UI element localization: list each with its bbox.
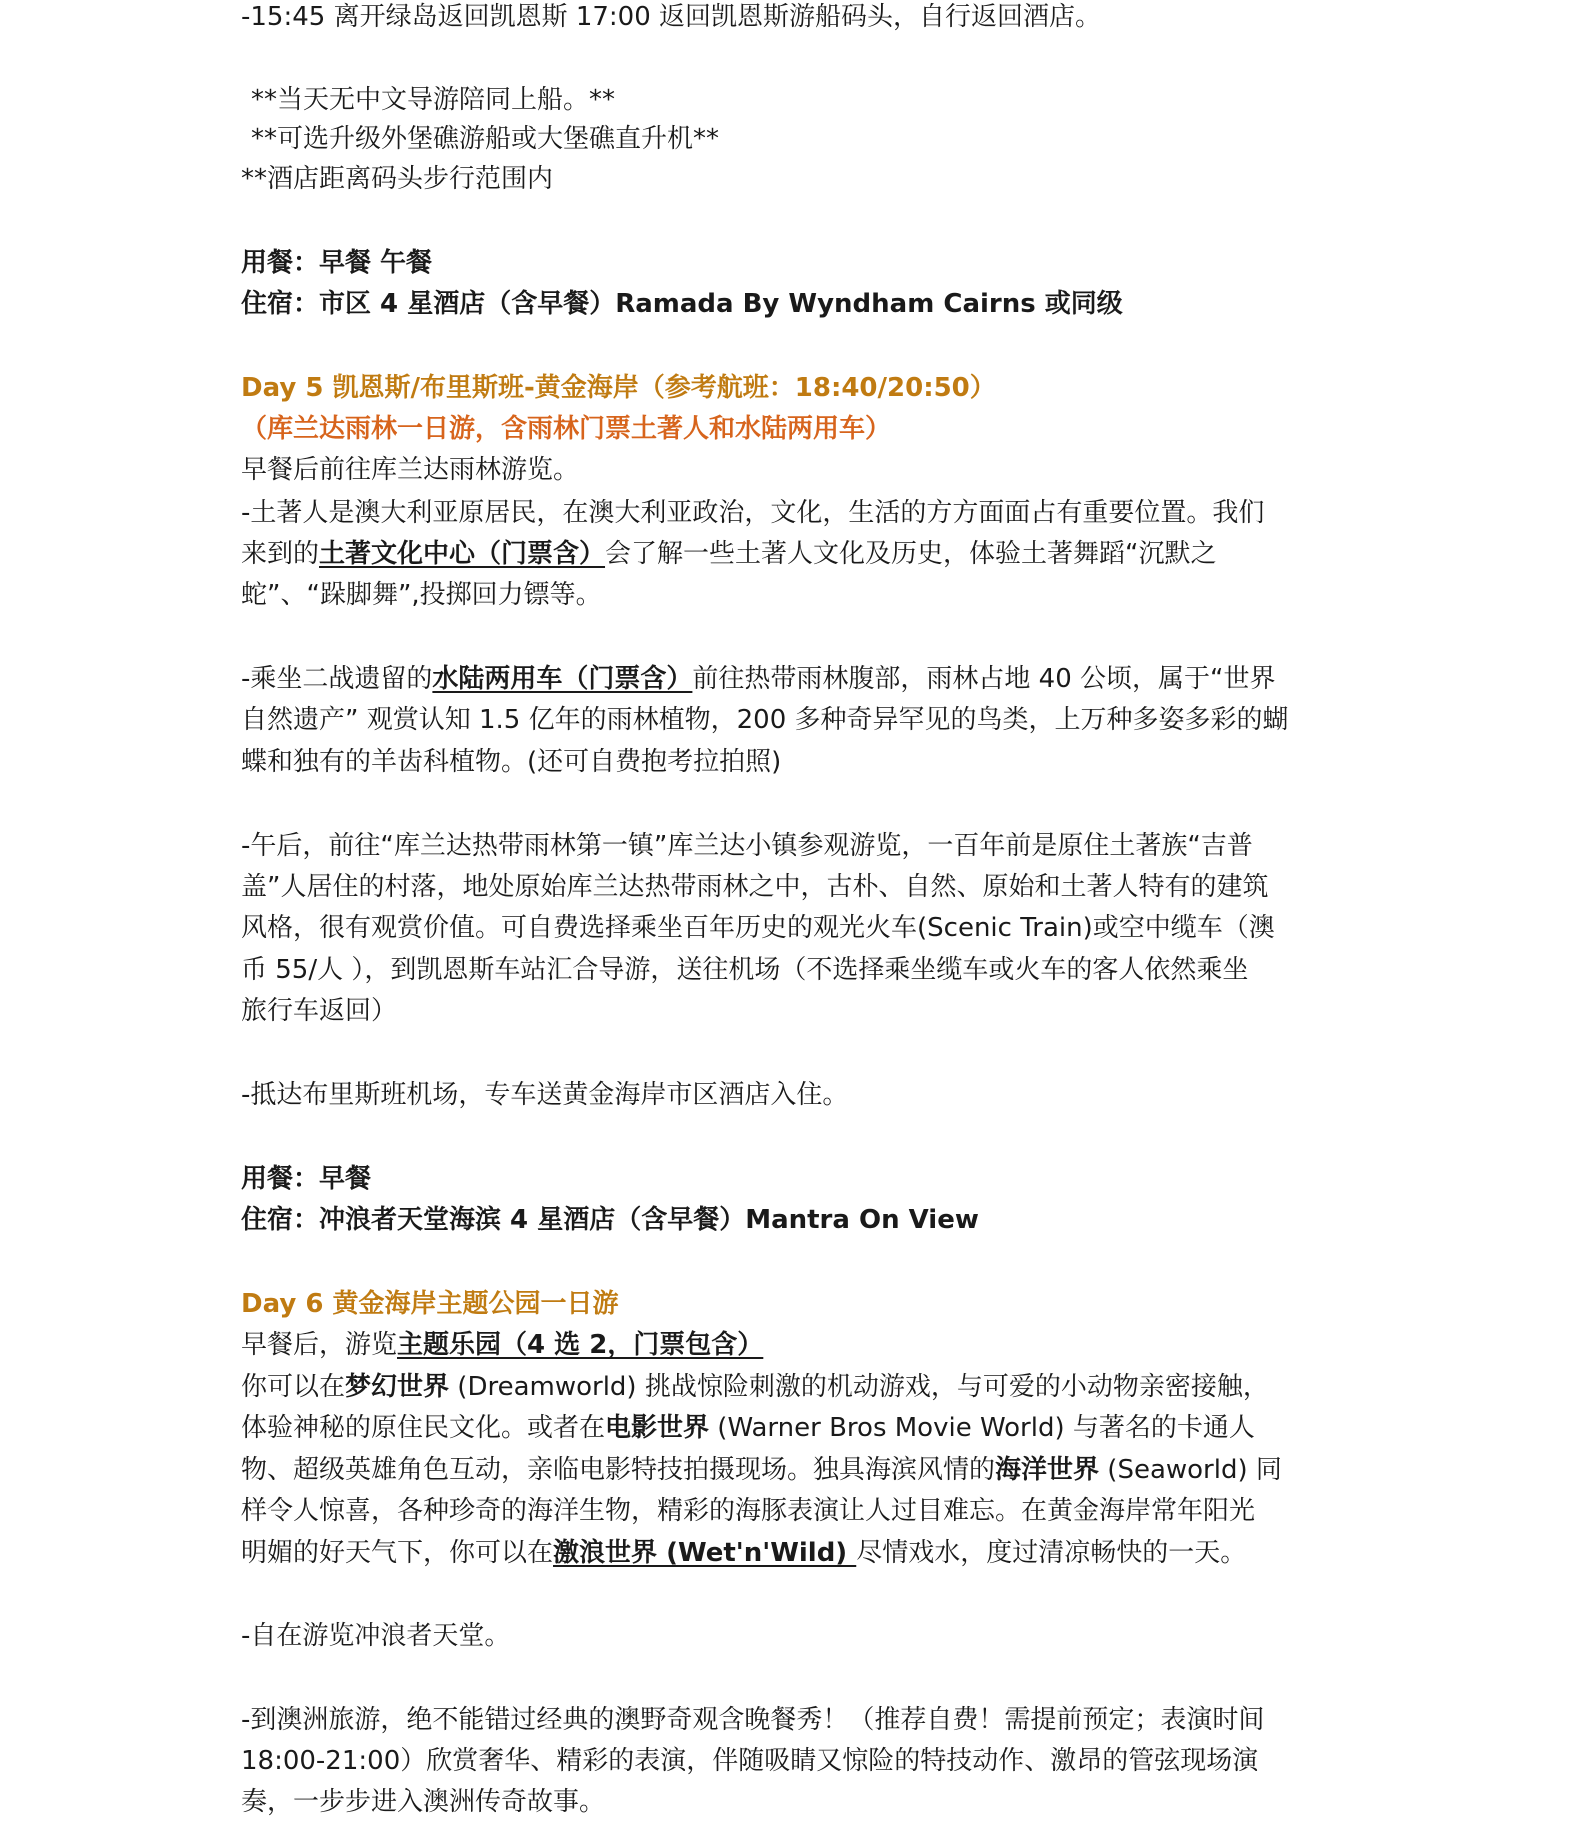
text-span: (Dreamworld) 挑战惊险刺激的机动游戏，与可爱的小动物亲密接触， xyxy=(449,1372,1269,1402)
theme-parks-link: 主题乐园（4 选 2，门票包含） xyxy=(397,1330,764,1360)
text-span: 前往热带雨林腹部，雨林占地 40 公顷，属于“世界 xyxy=(692,664,1276,694)
day5-paragraph: 币 55/人 ），到凯恩斯车站汇合导游，送往机场（不选择乘坐缆车或火车的客人依然乘坐 xyxy=(241,955,1249,985)
day5-paragraph: -午后，前往“库兰达热带雨林第一镇”库兰达小镇参观游览，一百年前是原住土著族“吉普 xyxy=(241,831,1253,861)
day5-paragraph: 盖”人居住的村落，地处原始库兰达热带雨林之中，古朴、自然、原始和土著人特有的建筑 xyxy=(241,872,1269,902)
day6-paragraph: 奏，一步步进入澳洲传奇故事。 xyxy=(241,1787,606,1817)
day5-paragraph: 自然遗产” 观赏认知 1.5 亿年的雨林植物，200 多种奇异罕见的鸟类，上万种多姿多彩的蝴 xyxy=(241,705,1289,735)
text-span: 会了解一些土著人文化及历史，体验土著舞蹈“沉默之 xyxy=(605,539,1217,569)
day6-paragraph xyxy=(241,1324,763,1366)
day6-paragraph: 样令人惊喜，各种珍奇的海洋生物，精彩的海豚表演让人过目难忘。在黄金海岸常年阳光 xyxy=(241,1496,1256,1526)
day4-note: **当天无中文导游陪同上船。** xyxy=(251,85,616,115)
day5-subtitle: （库兰达雨林一日游，含雨林门票土著人和水陆两用车） xyxy=(241,414,892,444)
day4-note: **酒店距离码头步行范围内 xyxy=(241,164,554,194)
text-span: 体验神秘的原住民文化。或者在 xyxy=(241,1413,606,1443)
text-span: 物、超级英雄角色互动，亲临电影特技拍摄现场。独具海滨风情的 xyxy=(241,1455,996,1485)
day4-note: **可选升级外堡礁游船或大堡礁直升机** xyxy=(251,124,720,154)
text-span: 你可以在 xyxy=(241,1372,346,1402)
day6-paragraph xyxy=(241,1366,1269,1408)
amphibious-vehicle-link: 水陆两用车（门票含） xyxy=(432,664,693,694)
day6-paragraph xyxy=(241,1449,1282,1491)
text-span: 明媚的好天气下，你可以在 xyxy=(241,1538,554,1568)
dreamworld-name: 梦幻世界 xyxy=(345,1372,450,1402)
text-span: (Warner Bros Movie World) 与著名的卡通人 xyxy=(709,1413,1255,1443)
aboriginal-culture-center-link: 土著文化中心（门票含） xyxy=(319,539,606,569)
day6-paragraph: -到澳洲旅游，绝不能错过经典的澳野奇观含晚餐秀！（推荐自费！需提前预定；表演时间 xyxy=(241,1705,1265,1735)
day5-paragraph: -抵达布里斯班机场，专车送黄金海岸市区酒店入住。 xyxy=(241,1080,849,1110)
text-span: 早餐后，游览 xyxy=(241,1330,398,1360)
day5-paragraph: 旅行车返回） xyxy=(241,996,398,1026)
text-span: 来到的 xyxy=(241,539,320,569)
day5-paragraph: 风格，很有观赏价值。可自费选择乘坐百年历史的观光火车(Scenic Train)或空中缆车（澳 xyxy=(241,913,1275,943)
seaworld-name: 海洋世界 xyxy=(995,1455,1100,1485)
text-span: (Seaworld) 同 xyxy=(1099,1455,1282,1485)
day4-schedule-line: -15:45 离开绿岛返回凯恩斯 17:00 返回凯恩斯游船码头，自行返回酒店。 xyxy=(241,2,1102,32)
day4-meals: 用餐：早餐 午餐 xyxy=(241,248,433,278)
movie-world-name: 电影世界 xyxy=(605,1413,710,1443)
day5-hotel: 住宿：冲浪者天堂海滨 4 星酒店（含早餐）Mantra On View xyxy=(241,1205,979,1235)
wet-n-wild-link: 激浪世界 (Wet'n'Wild) xyxy=(553,1538,857,1568)
day5-paragraph xyxy=(241,658,1276,700)
text-span: -乘坐二战遗留的 xyxy=(241,664,433,694)
day5-paragraph: 蝶和独有的羊齿科植物。(还可自费抱考拉拍照) xyxy=(241,747,782,777)
day6-title: Day 6 黄金海岸主题公园一日游 xyxy=(241,1289,619,1319)
day5-title: Day 5 凯恩斯/布里斯班-黄金海岸（参考航班：18:40/20:50） xyxy=(241,373,996,403)
day5-paragraph: 早餐后前往库兰达雨林游览。 xyxy=(241,455,580,485)
day4-hotel: 住宿：市区 4 星酒店（含早餐）Ramada By Wyndham Cairns 或同级 xyxy=(241,289,1123,319)
day5-paragraph xyxy=(241,533,1217,575)
day5-meals: 用餐：早餐 xyxy=(241,1164,372,1194)
day5-paragraph: 蛇”、“跺脚舞”,投掷回力镖等。 xyxy=(241,580,602,610)
day6-paragraph: -自在游览冲浪者天堂。 xyxy=(241,1621,511,1651)
day5-paragraph: -土著人是澳大利亚原居民，在澳大利亚政治，文化，生活的方方面面占有重要位置。我们 xyxy=(241,498,1265,528)
day6-paragraph xyxy=(241,1407,1255,1449)
day6-paragraph: 18:00-21:00）欣赏奢华、精彩的表演，伴随吸睛又惊险的特技动作、激昂的管弦现场演 xyxy=(241,1746,1259,1776)
day6-paragraph xyxy=(241,1532,1246,1574)
text-span: 尽情戏水，度过清凉畅快的一天。 xyxy=(856,1538,1247,1568)
